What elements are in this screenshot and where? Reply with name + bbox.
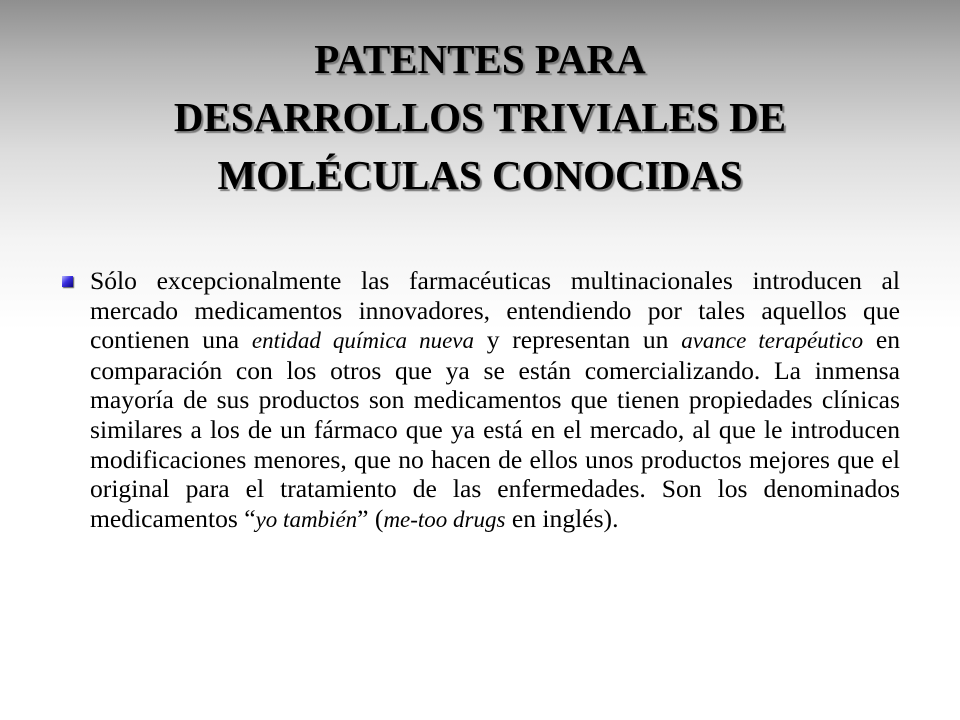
bullet-text <box>90 266 900 534</box>
italic-term: entidad química nueva <box>251 328 475 354</box>
bullet-text-segment: ” ( <box>357 503 384 533</box>
title-line-2: DESARROLLOS TRIVIALES DE <box>173 94 787 140</box>
italic-term: me-too drugs <box>383 506 506 532</box>
square-bullet-icon <box>62 276 73 287</box>
slide-body <box>62 266 900 534</box>
bullet-text-segment: en comparación con los otros que ya se están comercializando. La inmensa mayoría de sus productos son medicamentos que tienen propiedades clínicas similares a los de un fármaco que ya está en el mercado, al que le introducen modificaciones menores, que no hacen de ellos unos productos mejores que el original para el tratamiento de las enfermedades. Son los denominados medicamentos “ <box>90 325 901 533</box>
title-line-1: PATENTES PARA <box>314 36 646 82</box>
italic-term: yo también <box>255 506 358 532</box>
bullet-text-segment: y representan un <box>474 325 682 355</box>
bullet-text-segment: en inglés). <box>505 503 619 533</box>
italic-term: avance terapéutico <box>681 328 864 354</box>
bullet-text-segment: Sólo excepcionalmente las farmacéuticas multinacionales introducen al mercado medicamentos innovadores, entendiendo por tales aquellos que contienen una <box>90 266 900 355</box>
slide-title <box>40 30 920 204</box>
bullet-item <box>62 266 900 534</box>
title-line-3: MOLÉCULAS CONOCIDAS <box>217 152 743 198</box>
